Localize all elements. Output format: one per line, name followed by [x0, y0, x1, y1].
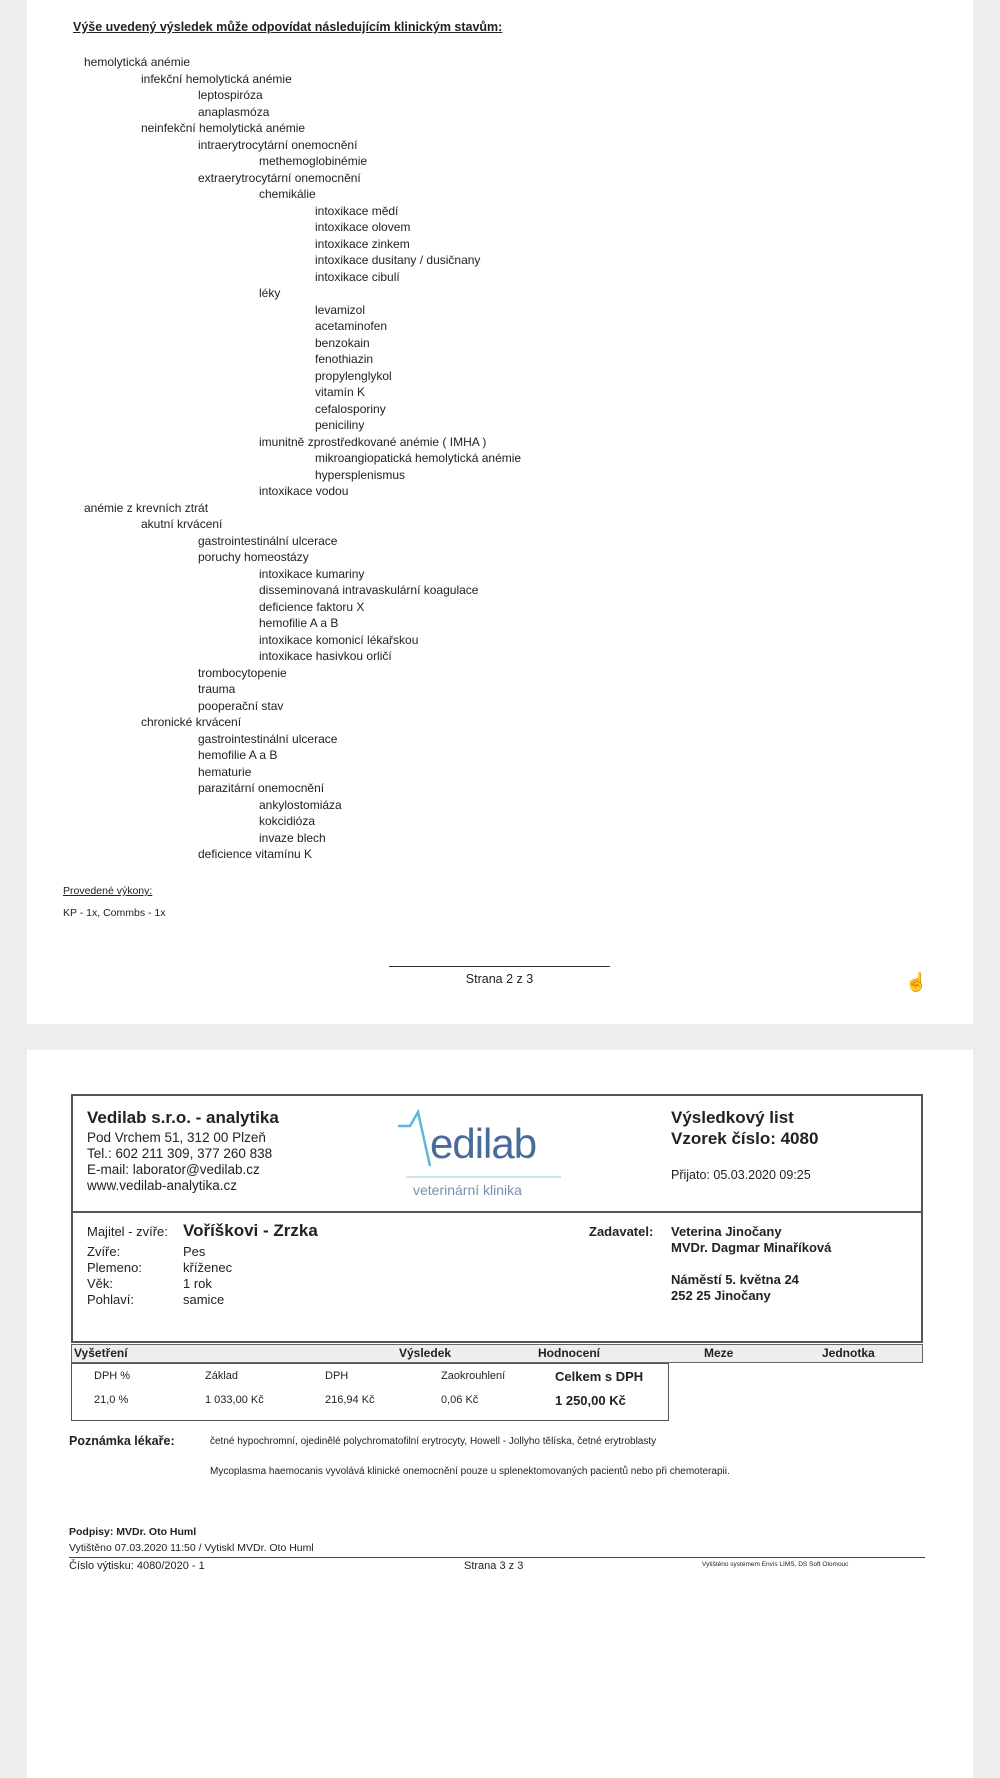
field-value: kříženec — [183, 1260, 233, 1275]
condition-item: ankylostomiáza — [259, 797, 342, 812]
condition-item: trombocytopenie — [198, 665, 287, 680]
vedilab-logo: edilab veterinární klinika — [398, 1104, 568, 1204]
field-value: Pes — [183, 1244, 206, 1259]
condition-item: poruchy homeostázy — [198, 550, 309, 564]
condition-item: mikroangiopatická hemolytická anémie — [315, 451, 522, 465]
condition-item: chemikálie — [259, 187, 316, 201]
note-line-1: četné hypochromní, ojedinělé polychromatofilní erytrocyty, Howell - Jollyho tělíska, četné erytroblasty — [210, 1436, 657, 1447]
company-contacts — [87, 1130, 272, 1194]
header-divider — [73, 1211, 921, 1213]
requester-label: Zadavatel: — [589, 1224, 654, 1239]
signatures: Podpisy: MVDr. Oto Huml — [69, 1526, 197, 1538]
received-date: Přijato: 05.03.2020 09:25 — [671, 1168, 811, 1182]
condition-item: propylenglykol — [315, 368, 392, 383]
requester-line: Veterina Jinočany — [671, 1224, 782, 1239]
price-summary: DPH % Základ DPH Zaokrouhlení Celkem s DPH 21,0 % 1 033,00 Kč 216,94 Kč 0,06 Kč 1 250,00 Kč — [71, 1363, 669, 1421]
condition-item: intoxikace zinkem — [315, 236, 410, 251]
condition-item: parazitární onemocnění — [198, 781, 325, 795]
condition-item: benzokain — [315, 335, 370, 350]
report-header — [71, 1094, 923, 1343]
condition-item: leptospiróza — [198, 88, 263, 102]
condition-item: invaze blech — [259, 830, 326, 845]
procedures: KP - 1x, Commbs - 1x — [63, 907, 166, 919]
company-name: Vedilab s.r.o. - analytika — [87, 1108, 279, 1127]
patient-field — [87, 1292, 232, 1308]
system-info: Vytištěno systémem Envis LIMS, DS Soft Olomouc — [702, 1561, 849, 1568]
condition-item: hematurie — [198, 764, 252, 779]
requester-line: Náměstí 5. května 24 — [671, 1272, 799, 1287]
field-value: 1 rok — [183, 1276, 212, 1291]
condition-item: intoxikace cibulí — [315, 269, 400, 284]
page-3 — [27, 1050, 973, 1778]
condition-item: anémie z krevních ztrát — [84, 500, 209, 515]
condition-item: intoxikace komonicí lékařskou — [259, 632, 419, 647]
patient-field — [87, 1244, 232, 1260]
owner-name: Voříškovi - Zrzka — [183, 1221, 318, 1240]
field-label: Plemeno: — [87, 1260, 142, 1275]
condition-item: neinfekční hemolytická anémie — [141, 121, 306, 135]
condition-item: cefalosporiny — [315, 401, 386, 416]
condition-item: hemofilie A a B — [198, 748, 278, 762]
page-2 — [27, 0, 973, 1024]
condition-item: levamizol — [315, 302, 366, 317]
address: Pod Vrchem 51, 312 00 Plzeň — [87, 1130, 266, 1145]
condition-item: imunitně zprostředkované anémie ( IMHA ) — [259, 434, 487, 449]
procedures-label: Provedené výkony: — [63, 885, 153, 897]
field-label: Věk: — [87, 1276, 114, 1291]
results-table-header: Vyšetření Výsledek Hodnocení Meze Jednotka — [71, 1344, 923, 1363]
requester — [671, 1224, 831, 1304]
page-number: Strana 3 z 3 — [464, 1560, 524, 1572]
sample-number: Vzorek číslo: 4080 — [671, 1129, 819, 1148]
condition-item: pooperační stav — [198, 698, 284, 713]
condition-item: gastrointestinální ulcerace — [198, 533, 338, 548]
hand-cursor-icon: ☝ — [905, 972, 928, 992]
page-number: Strana 2 z 3 — [465, 972, 534, 986]
condition-item: methemoglobinémie — [259, 154, 368, 168]
condition-item: hypersplenismus — [315, 467, 406, 482]
document-title: Výsledkový list — [671, 1108, 794, 1127]
footer-divider — [389, 966, 610, 967]
condition-item: chronické krvácení — [141, 715, 242, 729]
note-label: Poznámka lékaře: — [69, 1434, 175, 1448]
phone: Tel.: 602 211 309, 377 260 838 — [87, 1146, 273, 1161]
footer-divider — [69, 1557, 925, 1558]
condition-item: intoxikace mědí — [315, 203, 399, 218]
patient-field — [87, 1276, 232, 1292]
requester-line — [671, 1256, 831, 1272]
print-number: Číslo výtisku: 4080/2020 - 1 — [69, 1560, 205, 1572]
condition-item: deficience faktoru X — [259, 599, 365, 614]
condition-item: kokcidióza — [259, 814, 316, 828]
field-label: Pohlaví: — [87, 1292, 134, 1307]
field-label: Zvíře: — [87, 1244, 121, 1259]
condition-item: intoxikace kumariny — [259, 566, 365, 581]
condition-item: anaplasmóza — [198, 104, 270, 119]
condition-item: akutní krvácení — [141, 517, 223, 531]
owner-label: Majitel - zvíře: — [87, 1224, 168, 1239]
condition-item: deficience vitamínu K — [198, 847, 313, 861]
condition-item: fenothiazin — [315, 352, 374, 366]
condition-item: vitamín K — [315, 385, 366, 399]
condition-item: acetaminofen — [315, 319, 388, 333]
condition-item: hemolytická anémie — [84, 55, 191, 69]
condition-item: peniciliny — [315, 418, 365, 432]
condition-item: infekční hemolytická anémie — [141, 71, 292, 86]
requester-line: 252 25 Jinočany — [671, 1288, 771, 1303]
condition-item: intraerytrocytární onemocnění — [198, 137, 358, 152]
requester-line: MVDr. Dagmar Minaříková — [671, 1240, 832, 1255]
condition-item: trauma — [198, 682, 236, 696]
condition-item: extraerytrocytární onemocnění — [198, 170, 361, 185]
condition-item: intoxikace olovem — [315, 220, 411, 234]
condition-item: hemofilie A a B — [259, 616, 339, 630]
condition-item: disseminovaná intravaskulární koagulace — [259, 583, 479, 597]
condition-item: intoxikace vodou — [259, 484, 349, 498]
website: www.vedilab-analytika.cz — [87, 1178, 238, 1193]
patient-fields — [87, 1244, 232, 1308]
patient-field — [87, 1260, 232, 1276]
field-value: samice — [183, 1292, 225, 1307]
condition-item: gastrointestinální ulcerace — [198, 731, 338, 746]
condition-item: intoxikace dusitany / dusičnany — [315, 253, 481, 267]
condition-item: intoxikace hasivkou orličí — [259, 649, 392, 663]
note-line-2: Mycoplasma haemocanis vyvolává klinické onemocnění pouze u splenektomovaných pacientů nebo při chemoterapii. — [210, 1466, 730, 1477]
conditions-heading: Výše uvedený výsledek může odpovídat následujícím klinickým stavům: — [73, 20, 503, 34]
printed-info: Vytištěno 07.03.2020 11:50 / Vytiskl MVDr. Oto Huml — [69, 1542, 314, 1554]
condition-item: léky — [259, 286, 281, 300]
email: E-mail: laborator@vedilab.cz — [87, 1162, 260, 1177]
